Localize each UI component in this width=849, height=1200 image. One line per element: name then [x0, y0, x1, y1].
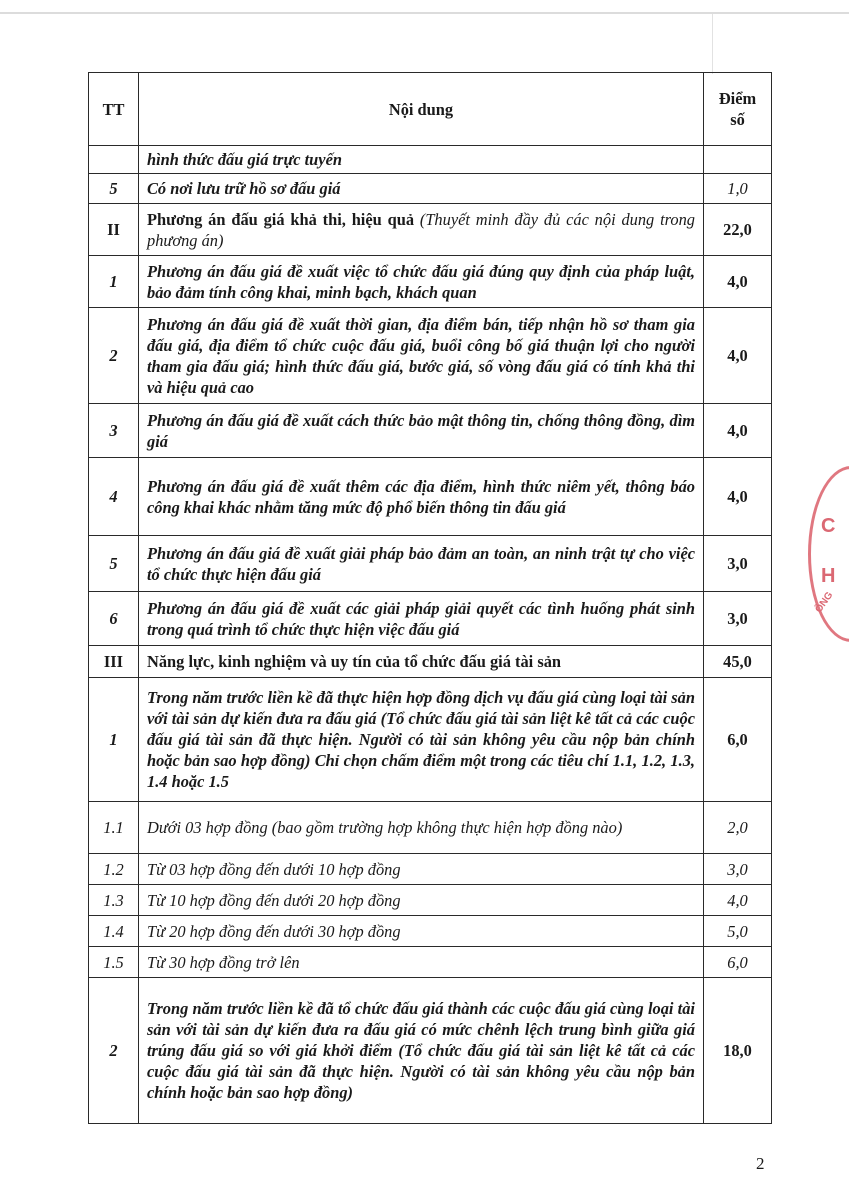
red-seal-stamp — [808, 466, 849, 642]
header-content: Nội dung — [139, 73, 704, 146]
header-tt: TT — [89, 73, 139, 146]
table-row — [89, 308, 772, 404]
table-row — [89, 916, 772, 947]
row-tt: 3 — [89, 404, 139, 458]
scoring-table — [88, 72, 772, 1124]
table-row — [89, 592, 772, 646]
row-content: Trong năm trước liền kề đã tổ chức đấu giá thành các cuộc đấu giá cùng loại tài sản với tài sản dự kiến đưa ra đấu giá có mức chênh lệch trung bình giữa giá trúng đấu giá so với giá khởi điểm (Tổ chức đấu giá tài sản liệt kê tất cả các cuộc đấu giá tài sản đã thực hiện. Người có tài sản không yêu cầu nộp bản chính hoặc bản sao hợp đồng) — [139, 978, 704, 1124]
row-content: Dưới 03 hợp đồng (bao gồm trường hợp không thực hiện hợp đồng nào) — [139, 802, 704, 854]
row-content: Từ 30 hợp đồng trở lên — [139, 947, 704, 978]
row-score: 2,0 — [704, 802, 772, 854]
row-content: Có nơi lưu trữ hồ sơ đấu giá — [139, 174, 704, 204]
table-row — [89, 536, 772, 592]
row-score: 3,0 — [704, 536, 772, 592]
row-tt: 2 — [89, 308, 139, 404]
row-content: Phương án đấu giá đề xuất giải pháp bảo đảm an toàn, an ninh trật tự cho việc tổ chức thực hiện đấu giá — [139, 536, 704, 592]
table-row — [89, 146, 772, 174]
row-content: Phương án đấu giá đề xuất thêm các địa điểm, hình thức niêm yết, thông báo công khai khác nhằm tăng mức độ phổ biến thông tin đấu giá — [139, 458, 704, 536]
row-content: Từ 10 hợp đồng đến dưới 20 hợp đồng — [139, 885, 704, 916]
stamp-fragment: H — [821, 565, 836, 587]
row-score: 6,0 — [704, 947, 772, 978]
row-score — [704, 146, 772, 174]
row-content: Phương án đấu giá đề xuất các giải pháp giải quyết các tình huống phát sinh trong quá trình tổ chức thực hiện việc đấu giá — [139, 592, 704, 646]
row-score: 4,0 — [704, 308, 772, 404]
table-row-section — [89, 646, 772, 678]
row-tt: III — [89, 646, 139, 678]
row-score: 4,0 — [704, 404, 772, 458]
row-score: 18,0 — [704, 978, 772, 1124]
table-header-row — [89, 73, 772, 146]
stamp-fragment: C — [821, 515, 836, 537]
row-content: hình thức đấu giá trực tuyến — [139, 146, 704, 174]
row-tt: 5 — [89, 536, 139, 592]
row-content: Trong năm trước liền kề đã thực hiện hợp đồng dịch vụ đấu giá cùng loại tài sản với tài sản dự kiến đưa ra đấu giá (Tổ chức đấu giá tài sản liệt kê tất cả các cuộc đấu giá tài sản đã thực hiện. Người có tài sản không yêu cầu nộp bản chính hoặc bản sao hợp đồng) Chỉ chọn chấm điểm một trong các tiêu chí 1.1, 1.2, 1.3, 1.4 hoặc 1.5 — [139, 678, 704, 802]
stamp-fragment: ÔNG — [813, 590, 836, 615]
row-score: 4,0 — [704, 885, 772, 916]
table-row — [89, 885, 772, 916]
row-tt: 1.3 — [89, 885, 139, 916]
table-row — [89, 678, 772, 802]
row-tt — [89, 146, 139, 174]
row-score: 1,0 — [704, 174, 772, 204]
table-row — [89, 978, 772, 1124]
table-row — [89, 802, 772, 854]
row-tt: 6 — [89, 592, 139, 646]
section-title: Phương án đấu giá khả thi, hiệu quả — [147, 209, 415, 229]
row-score: 5,0 — [704, 916, 772, 947]
row-tt: 1.4 — [89, 916, 139, 947]
header-score: Điểm số — [704, 73, 772, 146]
row-tt: 4 — [89, 458, 139, 536]
row-score: 22,0 — [704, 204, 772, 256]
row-content: Phương án đấu giá đề xuất cách thức bảo mật thông tin, chống thông đồng, dìm giá — [139, 404, 704, 458]
scan-edge — [0, 12, 849, 14]
row-tt: 1 — [89, 678, 139, 802]
row-content: Phương án đấu giá đề xuất việc tổ chức đấu giá đúng quy định của pháp luật, bảo đảm tính công khai, minh bạch, khách quan — [139, 256, 704, 308]
table-row — [89, 256, 772, 308]
row-score: 45,0 — [704, 646, 772, 678]
row-score: 4,0 — [704, 458, 772, 536]
page-number: 2 — [756, 1154, 765, 1173]
table-row — [89, 854, 772, 885]
row-tt: 1 — [89, 256, 139, 308]
table-row — [89, 404, 772, 458]
row-tt: 1.5 — [89, 947, 139, 978]
row-content: Từ 20 hợp đồng đến dưới 30 hợp đồng — [139, 916, 704, 947]
row-score: 6,0 — [704, 678, 772, 802]
row-content: Phương án đấu giá đề xuất thời gian, địa điểm bán, tiếp nhận hồ sơ tham gia đấu giá, địa điểm tổ chức cuộc đấu giá, buổi công bố giá thuận lợi cho người tham gia đấu giá; hình thức đấu giá, bước giá, số vòng đấu giá có tính khả thi và hiệu quả cao — [139, 308, 704, 404]
section-note: (Thuyết minh đầy đủ các nội dung trong phương án) — [147, 209, 695, 250]
scan-crease — [712, 14, 713, 74]
table-row-section — [89, 204, 772, 256]
row-tt: 5 — [89, 174, 139, 204]
row-content — [139, 204, 704, 256]
table-row — [89, 458, 772, 536]
row-score: 4,0 — [704, 256, 772, 308]
row-content: Từ 03 hợp đồng đến dưới 10 hợp đồng — [139, 854, 704, 885]
row-tt: 1.2 — [89, 854, 139, 885]
table-row — [89, 174, 772, 204]
row-score: 3,0 — [704, 592, 772, 646]
row-score: 3,0 — [704, 854, 772, 885]
row-tt: 1.1 — [89, 802, 139, 854]
table-row — [89, 947, 772, 978]
row-tt: 2 — [89, 978, 139, 1124]
row-tt: II — [89, 204, 139, 256]
row-content: Năng lực, kinh nghiệm và uy tín của tổ chức đấu giá tài sản — [139, 646, 704, 678]
